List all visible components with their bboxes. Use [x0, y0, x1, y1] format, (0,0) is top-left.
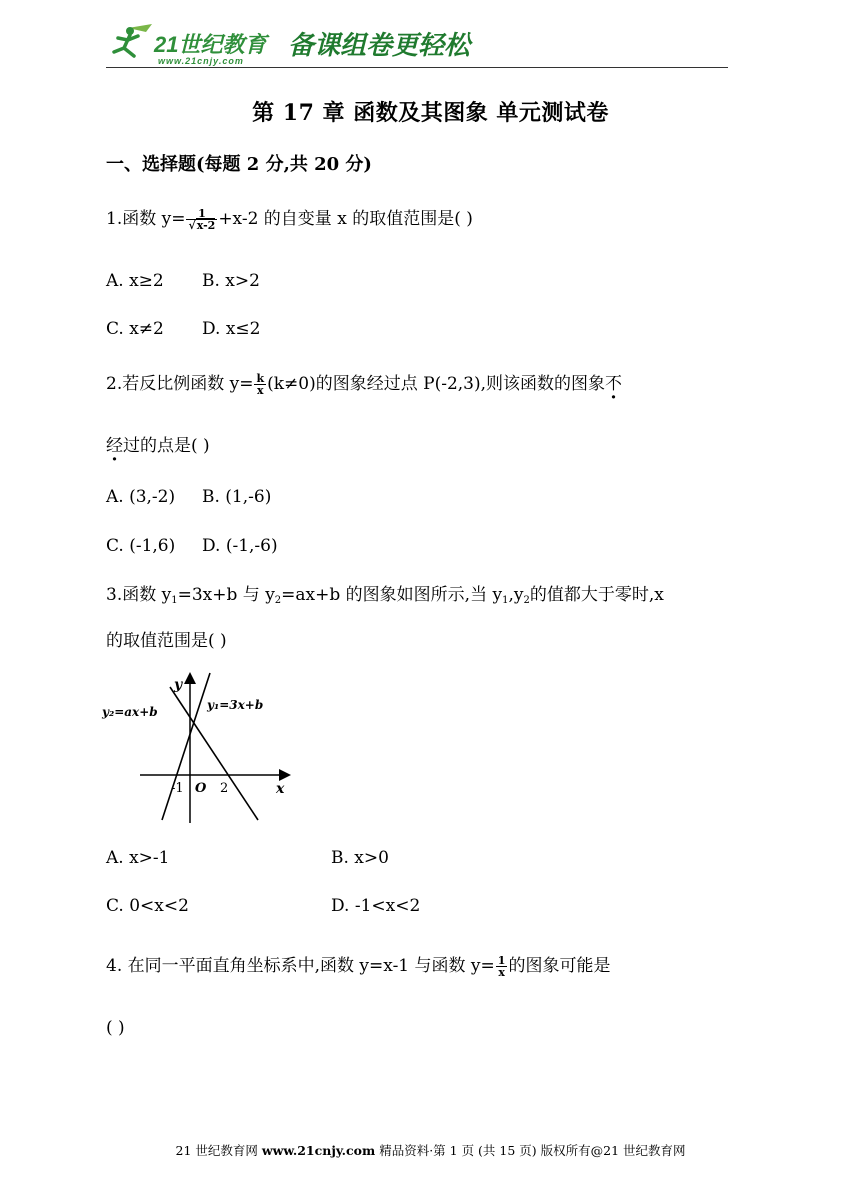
q2-option-b: B. (1,-6)	[202, 487, 272, 507]
q4-fraction	[496, 955, 508, 978]
q3-text-5: 的值都大于零时,x	[529, 585, 664, 605]
q2-option-a: A. (3,-2)	[106, 487, 176, 507]
q1-fraction	[186, 208, 217, 231]
q1-option-b: B. x>2	[202, 271, 260, 291]
q1-option-a: A. x≥2	[106, 271, 164, 291]
q4-frac-num: 1	[497, 954, 506, 967]
tick-neg1-label: -1	[171, 781, 184, 796]
q2-option-d: D. (-1,-6)	[202, 536, 278, 556]
header-rule	[106, 67, 728, 68]
runner-icon	[114, 24, 152, 56]
footer-site-link[interactable]: www.21cnjy.com	[261, 1143, 376, 1158]
q1-text-post: +x-2 的自变量 x 的取值范围是( )	[218, 209, 473, 229]
q3-sub-3: 1	[502, 595, 509, 606]
page-title: 第 17 章 函数及其图象 单元测试卷	[252, 100, 609, 126]
q2-frac-num: k	[256, 372, 265, 385]
q2-option-c: C. (-1,6)	[106, 536, 176, 556]
q1-option-d: D. x≤2	[202, 319, 261, 339]
q3-graph	[100, 665, 300, 827]
q1-option-c: C. x≠2	[106, 319, 164, 339]
q1-text-pre: 1.函数 y=	[106, 209, 186, 229]
y-axis-label: y	[174, 677, 183, 693]
question-4-stem	[106, 953, 610, 979]
q2-frac-den: x	[254, 384, 266, 396]
q3-text-3: =ax+b 的图象如图所示,当 y	[281, 585, 503, 605]
q2-text-post: (k≠0)的图象经过点 P(-2,3),则该函数的图象	[267, 374, 606, 394]
q3-option-b: B. x>0	[331, 848, 389, 868]
sqrt-icon: √	[188, 219, 196, 232]
page-footer	[0, 1141, 861, 1159]
q3-sub-4: 2	[523, 595, 530, 606]
question-3-stem-line2: 的取值范围是( )	[106, 631, 227, 651]
header-logo	[108, 22, 528, 66]
section-heading: 一、选择题(每题 2 分,共 20 分)	[106, 154, 372, 175]
footer-prefix: 21 世纪教育网	[175, 1143, 262, 1158]
q3-text-4: ,y	[508, 585, 524, 605]
q2-fraction	[254, 373, 266, 396]
logo-slogan: 备课组卷更轻松	[288, 31, 471, 61]
q2-text-line2: 过的点是( )	[123, 436, 210, 456]
q4-frac-den: x	[496, 966, 508, 978]
q1-frac-den: x-2	[196, 219, 216, 232]
q4-text-pre: 4. 在同一平面直角坐标系中,函数 y=x-1 与函数 y=	[106, 956, 495, 976]
q4-text-post: 的图象可能是	[508, 956, 611, 976]
footer-rest: 精品资料·第 1 页 (共 15 页) 版权所有@21 世纪教育网	[375, 1143, 686, 1158]
line-y1	[162, 673, 210, 820]
q3-text-1: 3.函数 y	[106, 585, 172, 605]
q3-option-d: D. -1<x<2	[331, 896, 421, 916]
question-2-stem	[106, 371, 622, 397]
q3-option-a: A. x>-1	[106, 848, 170, 868]
question-1-stem	[106, 206, 473, 232]
origin-label: O	[195, 781, 207, 796]
q3-sub-1: 1	[171, 595, 178, 606]
tick-2-label: 2	[220, 781, 229, 796]
line-y2-label: y₂=ax+b	[102, 705, 158, 719]
question-2-stem-line2	[106, 433, 210, 459]
line-y1-label: y₁=3x+b	[207, 698, 264, 712]
q3-text-2: =3x+b 与 y	[177, 585, 275, 605]
logo-brand: 21世纪教育	[154, 32, 267, 57]
question-4-stem-line2: ( )	[106, 1018, 125, 1038]
q2-emphasis-bu: 不	[605, 374, 623, 394]
logo-url: www.21cnjy.com	[158, 56, 244, 66]
q1-frac-num: 1	[198, 207, 206, 220]
q2-emphasis-jing: 经	[106, 436, 123, 456]
question-3-stem	[106, 582, 664, 614]
x-axis-label: x	[276, 781, 285, 797]
q3-option-c: C. 0<x<2	[106, 896, 189, 916]
q2-text-pre: 2.若反比例函数 y=	[106, 374, 254, 394]
q3-sub-2: 2	[274, 595, 282, 606]
